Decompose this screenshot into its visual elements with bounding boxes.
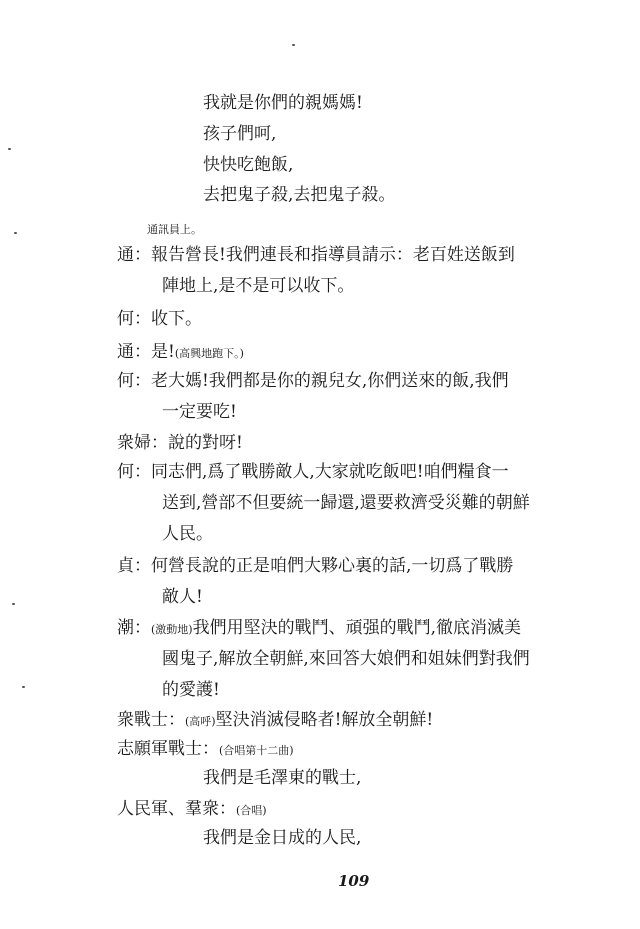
speaker-label: 潮： [117,618,151,638]
dialogue-line [117,799,267,821]
stage-direction: (高呼) [185,715,216,728]
dialogue-line [117,739,294,761]
speaker-label: 志願軍戰士： [117,739,219,759]
stage-direction: (激動地) [151,623,193,636]
dialogue-line: 國鬼子,解放全朝鮮,來回答大娘們和姐妹們對我們 [162,649,530,669]
scan-speck [22,686,25,688]
speaker-label: 通： [117,342,151,362]
dialogue-line: 何：老大媽!我們都是你的親兒女,你們送來的飯,我們 [117,371,509,391]
dialogue-line: 的愛護! [162,680,220,700]
dialogue-line: 衆婦：說的對呀! [117,433,243,453]
dialogue-line: 陣地上,是不是可以收下。 [162,276,355,296]
speaker-label: 衆戰士： [117,710,185,730]
line-text: 堅決消滅侵略者!解放全朝鮮! [215,710,434,730]
scan-speck [292,44,295,46]
dialogue-line: 敵人! [162,587,203,607]
dialogue-line: 何：收下。 [117,309,202,329]
dialogue-line: 貞：何營長說的正是咱們大夥心裏的話,一切爲了戰勝 [117,556,514,576]
scan-speck [14,232,17,234]
dialogue-line [117,618,521,640]
stage-direction: (合唱) [236,804,267,817]
verse-line: 我們是毛澤東的戰士, [203,768,362,788]
verse-line: 我就是你們的親媽媽! [203,93,363,113]
dialogue-line: 一定要吃! [162,402,237,422]
line-text: 是! [151,342,175,362]
page-number: 109 [338,872,370,890]
verse-line: 快快吃飽飯, [203,155,294,175]
dialogue-line: 通：報告營長!我們連長和指導員請示：老百姓送飯到 [117,245,515,265]
dialogue-line [117,710,433,732]
scan-speck [12,603,15,605]
dialogue-line [117,342,244,364]
dialogue-line: 何：同志們,爲了戰勝敵人,大家就吃飯吧!咱們糧食一 [117,462,509,482]
verse-line: 我們是金日成的人民, [203,828,362,848]
speaker-label: 人民軍、羣衆： [117,799,236,819]
verse-line: 去把鬼子殺,去把鬼子殺。 [203,185,396,205]
stage-direction: (合唱第十二曲) [219,744,294,757]
stage-direction: 通訊員上。 [147,223,202,236]
verse-line: 孩子們呵, [203,124,277,144]
dialogue-line: 人民。 [162,524,213,544]
stage-direction: (高興地跑下。) [174,347,244,360]
dialogue-line: 送到,營部不但要統一歸還,還要救濟受災難的朝鮮 [162,493,530,513]
line-text: 我們用堅決的戰鬥、頑强的戰鬥,徹底消滅美 [192,618,521,638]
scan-speck [8,148,11,150]
